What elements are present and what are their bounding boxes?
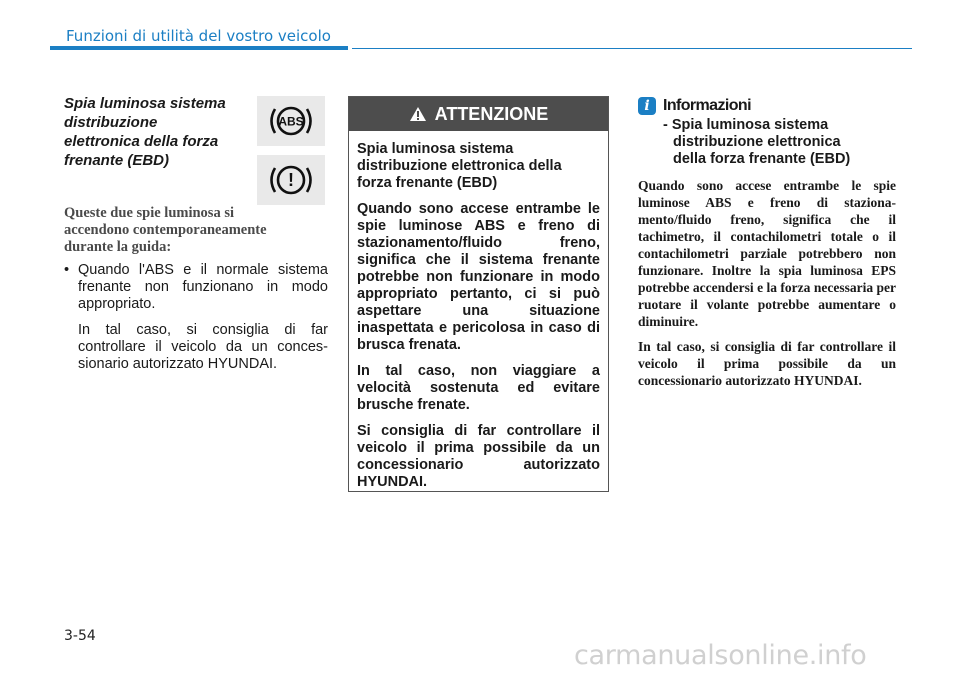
warning-title: ATTENZIONE (434, 103, 549, 124)
info-title: Informazioni (663, 97, 751, 114)
bullet-marker: • (64, 262, 70, 278)
watermark: carmanualsonline.info (574, 640, 867, 671)
brake-warning-icon (257, 155, 325, 205)
intro-line: Queste due spie luminosa si (64, 205, 234, 221)
info-subtitle (663, 117, 896, 168)
heading-line: distribuzione (64, 114, 158, 131)
warning-box (348, 96, 609, 492)
heading-line: elettronica della forza (64, 133, 219, 150)
intro-text (64, 205, 330, 256)
warning-triangle-icon (409, 106, 427, 122)
warning-paragraph: Si consiglia di far controllare il veicolo il prima possibile da un concessionario autorizzato HYUNDAI. (357, 423, 600, 490)
warning-body (349, 131, 608, 491)
warning-paragraph: In tal caso, non viaggiare a velocità sostenuta ed evitare brusche frenate. (357, 363, 600, 413)
warning-paragraph: Quando sono accese entrambe le spie luminose ABS e freno di stazionamento/fluido freno, significa che il sistema frenante potrebbe non funzionare in modo appropriato pertanto, ci si può aspettare una situazione inaspettata e pericolosa in caso di brusca frenata. (357, 201, 600, 353)
info-header (638, 96, 896, 115)
intro-line: durante la guida: (64, 239, 172, 255)
warning-paragraph: Spia luminosa sistema distribuzione elettronica della forza frenante (EBD) (357, 141, 562, 191)
bullet-list (64, 262, 328, 373)
info-subtitle-line: della forza frenante (EBD) (673, 151, 851, 167)
page-number: 3-54 (64, 628, 96, 644)
info-subtitle-line: - Spia luminosa sistema (663, 117, 829, 133)
heading-line: frenante (EBD) (64, 152, 170, 169)
section-heading (64, 94, 250, 170)
section-header-title: Funzioni di utilità del vostro veicolo (66, 27, 331, 45)
heading-line: Spia luminosa sistema (64, 95, 226, 112)
bullet-note: In tal caso, si consiglia di far controllare il veicolo da un conces-sionario autorizzato HYUNDAI. (78, 322, 328, 372)
list-item (64, 262, 328, 313)
header-rule-thick (50, 46, 348, 50)
warning-header (349, 97, 608, 131)
info-icon: i (638, 97, 656, 115)
info-paragraph: In tal caso, si consiglia di far controllare il veicolo il prima possibile da un concessionario autorizzato HYUNDAI. (638, 339, 896, 388)
info-subtitle-line: distribuzione elettronica (673, 134, 841, 150)
abs-warning-icon (257, 96, 325, 146)
bullet-text: Quando l'ABS e il normale sistema frenante non funzionano in modo appropriato. (78, 262, 328, 312)
info-paragraph: Quando sono accese entrambe le spie luminose ABS e freno di staziona-mento/fluido freno, significa che il tachimetro, il contachilometri totale o il contachilometri parziale potrebbero non funzionare. Inoltre la spia luminosa EPS potrebbe accendersi e la forza necessaria per ruotare il volante potrebbe aumentare o diminuire. (638, 178, 896, 329)
header-rule-thin (352, 48, 912, 49)
intro-line: accendono contemporaneamente (64, 222, 267, 238)
info-section (638, 96, 896, 397)
info-body (638, 177, 896, 389)
abs-icon-label: ABS (278, 114, 304, 129)
brake-icon-label: ! (288, 170, 294, 190)
